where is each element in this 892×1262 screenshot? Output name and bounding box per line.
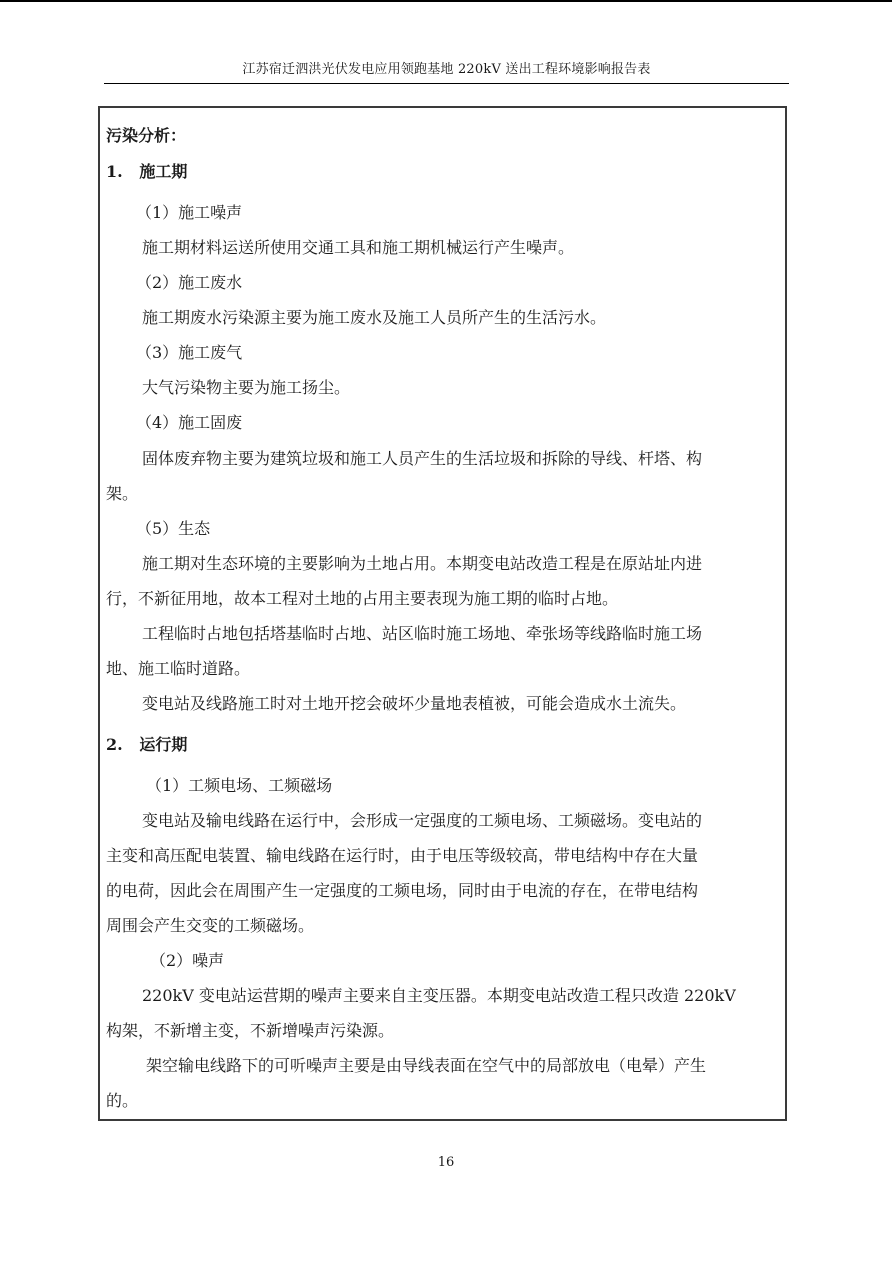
emf-text-line1: 变电站及输电线路在运行中，会形成一定强度的工频电场、工频磁场。变电站的	[142, 811, 703, 830]
emf-text-line2: 主变和高压配电装置、输电线路在运行时，由于电压等级较高，带电结构中存在大量	[106, 846, 699, 865]
operation-noise-paragraph1-line2: 构架，不新增主变，不新增噪声污染源。	[106, 1021, 395, 1040]
ecology-paragraph2-line2: 地、施工临时道路。	[106, 659, 251, 678]
section2-number: 2.	[106, 735, 123, 754]
operation-noise-paragraph1-line1: 220kV 变电站运营期的噪声主要来自主变压器。本期变电站改造工程只改造 220kV	[142, 986, 736, 1005]
ecology-paragraph2-line1: 工程临时占地包括塔基临时占地、站区临时施工场地、牵张场等线路临时施工场	[142, 624, 703, 643]
construction-noise-text: 施工期材料运送所使用交通工具和施工期机械运行产生噪声。	[142, 238, 575, 257]
section-heading: 污染分析：	[106, 126, 187, 145]
section2-heading	[106, 733, 187, 757]
section1-number: 1.	[106, 162, 123, 181]
construction-gas-text: 大气污染物主要为施工扬尘。	[142, 378, 351, 397]
ecology-paragraph1-line2: 行，不新征用地，故本工程对土地的占用主要表现为施工期的临时占地。	[106, 589, 619, 608]
header-rule	[104, 83, 789, 84]
construction-solid-text-line1: 固体废弃物主要为建筑垃圾和施工人员产生的生活垃圾和拆除的导线、杆塔、构	[142, 449, 703, 468]
ecology-paragraph1-line1: 施工期对生态环境的主要影响为土地占用。本期变电站改造工程是在原站址内进	[142, 554, 703, 573]
section1-title: 施工期	[139, 162, 188, 181]
operation-noise-paragraph2-line1: 架空输电线路下的可听噪声主要是由导线表面在空气中的局部放电（电晕）产生	[146, 1056, 707, 1075]
construction-gas-title: （3）施工废气	[136, 343, 243, 362]
section2-title: 运行期	[139, 735, 188, 754]
emf-text-line4: 周围会产生交变的工频磁场。	[106, 916, 315, 935]
construction-solid-text-line2: 架。	[106, 484, 139, 503]
operation-noise-paragraph2-line2: 的。	[106, 1091, 139, 1110]
page-top-border	[0, 0, 892, 2]
ecology-title: （5）生态	[136, 519, 211, 538]
page-number: 16	[437, 1155, 455, 1170]
section1-heading	[106, 160, 187, 184]
construction-noise-title: （1）施工噪声	[136, 203, 243, 222]
construction-water-title: （2）施工废水	[136, 273, 243, 292]
operation-noise-title: （2）噪声	[150, 951, 225, 970]
construction-water-text: 施工期废水污染源主要为施工废水及施工人员所产生的生活污水。	[142, 308, 607, 327]
report-header-title: 江苏宿迁泗洪光伏发电应用领跑基地 220kV 送出工程环境影响报告表	[242, 62, 651, 77]
construction-solid-title: （4）施工固废	[136, 413, 243, 432]
ecology-paragraph3: 变电站及线路施工时对土地开挖会破坏少量地表植被，可能会造成水土流失。	[142, 694, 687, 713]
emf-title: （1）工频电场、工频磁场	[146, 776, 333, 795]
emf-text-line3: 的电荷，因此会在周围产生一定强度的工频电场，同时由于电流的存在，在带电结构	[106, 881, 699, 900]
